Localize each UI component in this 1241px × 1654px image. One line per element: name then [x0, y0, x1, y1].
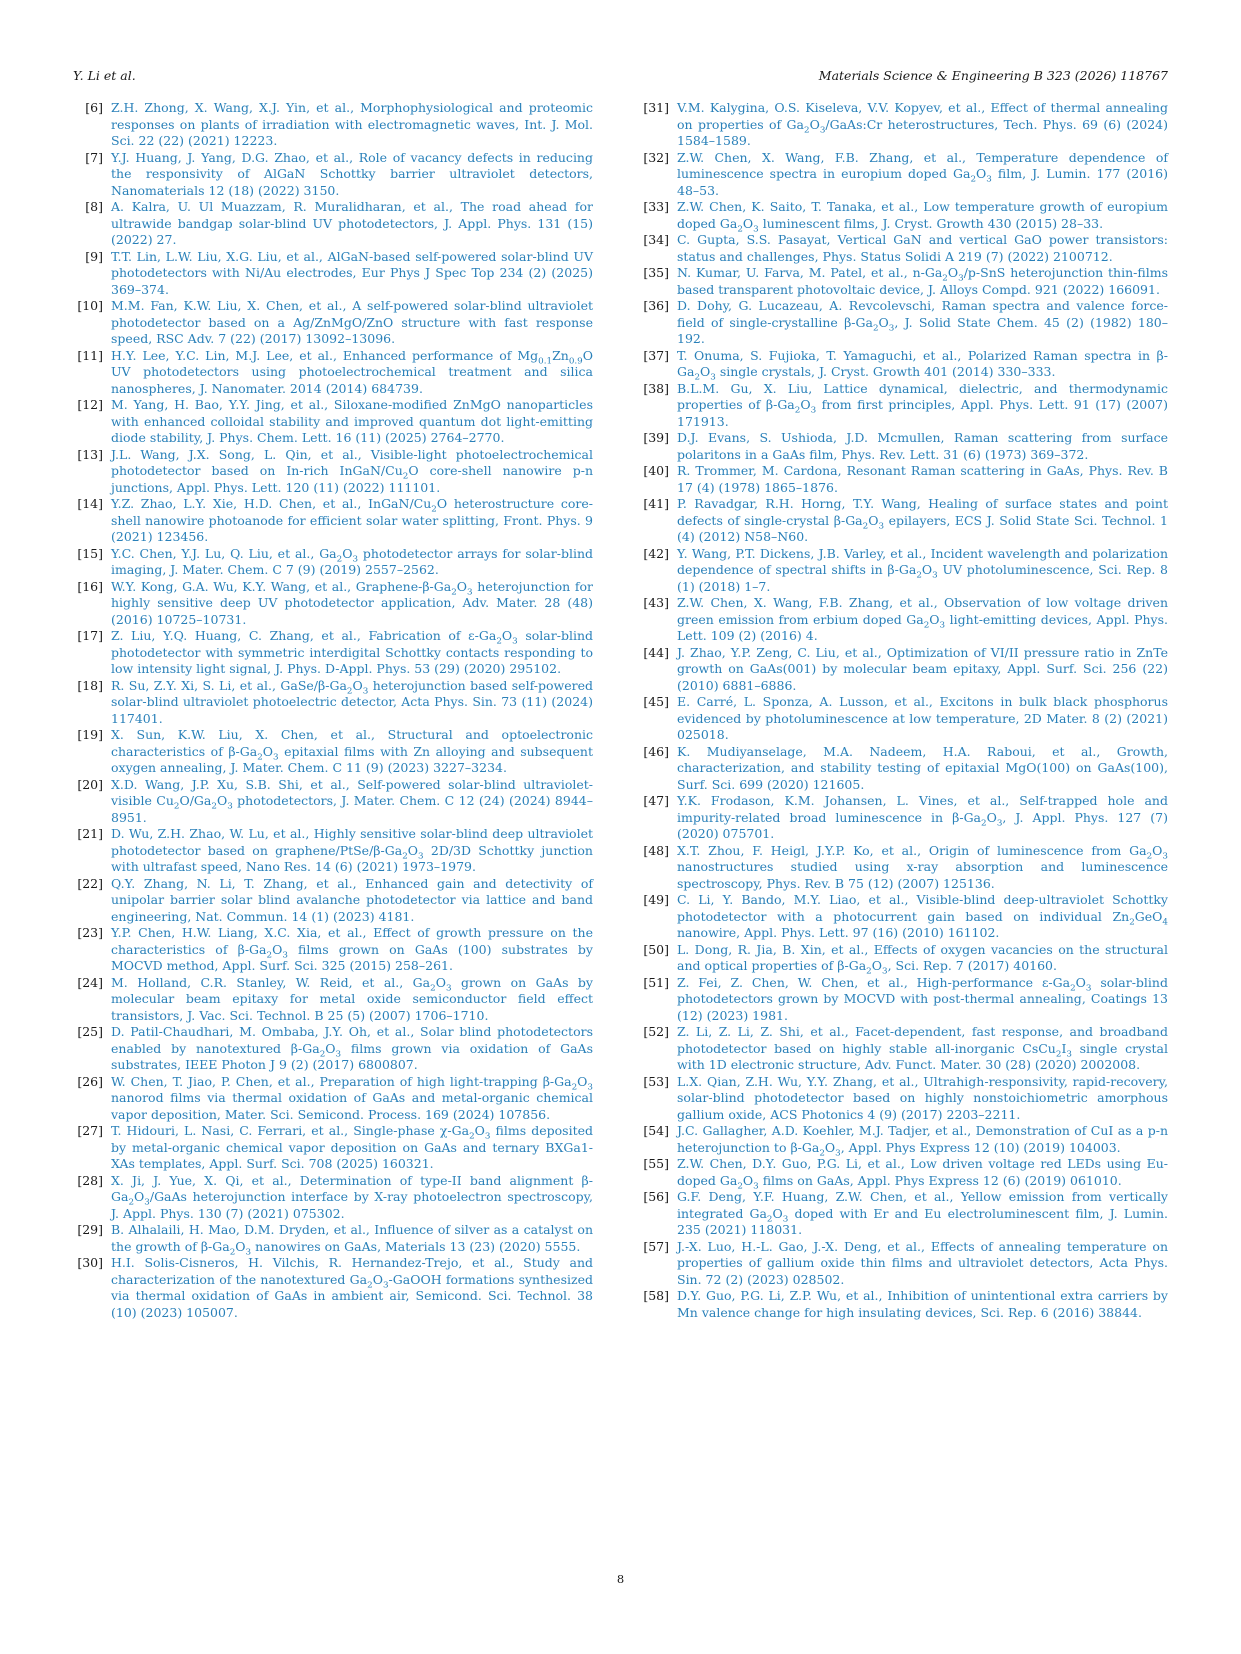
reference-link[interactable]: D. Wu, Z.H. Zhao, W. Lu, et al., Highly sensitive solar-blind deep ultraviolet photodetector based on graphene/$PtSe/\beta-Ga_2O_3$ 2D/3D Schottky junction with ultrafast speed, Nano Res. 14 (6) (2021) 1973–1979.	[111, 826, 593, 874]
reference-link[interactable]: D.Y. Guo, P.G. Li, Z.P. Wu, et al., Inhibition of unintentional extra carriers by Mn valence change for high insulating devices, Sci. Rep. 6 (2016) 38844.	[677, 1288, 1168, 1320]
reference-link[interactable]: R. Su, Z.Y. Xi, S. Li, et al., GaSe/$\beta-Ga_2O_3$ heterojunction based self-powered solar-blind ultraviolet photoelectric detector, Acta Phys. Sin. 73 (11) (2024) 117401.	[111, 677, 593, 726]
reference-number: [56]	[643, 1189, 669, 1204]
reference-item	[73, 397, 593, 447]
reference-number: [44]	[643, 644, 669, 660]
reference-link[interactable]: R. Trommer, M. Cardona, Resonant Raman scattering in GaAs, Phys. Rev. B 17 (4) (1978) 1865–1876.	[677, 463, 1168, 495]
reference-link[interactable]: Z.W. Chen, D.Y. Guo, P.G. Li, et al., Low driven voltage red LEDs using Eu-doped $Ga_2O_3$ films on GaAs, Appl. Phys Express 12 (6) (2019) 061010.	[677, 1156, 1168, 1191]
reference-link[interactable]: D.J. Evans, S. Ushioda, J.D. Mcmullen, Raman scattering from surface polaritons in a GaAs film, Phys. Rev. Lett. 31 (6) (1973) 369–372.	[677, 430, 1168, 462]
reference-number: [29]	[77, 1222, 103, 1237]
reference-number: [33]	[643, 199, 669, 214]
reference-number: [32]	[643, 149, 669, 165]
reference-link[interactable]: M. Holland, C.R. Stanley, W. Reid, et al., $Ga_2O_3$ grown on GaAs by molecular beam epitaxy for metal oxide semiconductor field effect transistors, J. Vac. Sci. Technol. B 25 (5) (2007) 1706–1710.	[111, 974, 593, 1023]
reference-link[interactable]: V.M. Kalygina, O.S. Kiseleva, V.V. Kopyev, et al., Effect of thermal annealing on properties of $Ga_2O_3/GaAs:Cr$ heterostructures, Tech. Phys. 69 (6) (2024) 1584–1589.	[677, 100, 1168, 148]
reference-item	[73, 496, 593, 546]
reference-item	[73, 546, 593, 579]
running-head	[73, 68, 1168, 83]
reference-link[interactable]: Y. Wang, P.T. Dickens, J.B. Varley, et al., Incident wavelength and polarization dependence of spectral shifts in $\beta-Ga_2O_3$ UV photoluminescence, Sci. Rep. 8 (1) (2018) 1–7.	[677, 545, 1168, 594]
reference-item	[73, 1074, 593, 1124]
reference-link[interactable]: Z.W. Chen, X. Wang, F.B. Zhang, et al., Observation of low voltage driven green emission from erbium doped $Ga_2O_3$ light-emitting devices, Appl. Phys. Lett. 109 (2) (2016) 4.	[677, 595, 1168, 643]
reference-item	[73, 727, 593, 777]
reference-item	[639, 546, 1168, 596]
references-section	[73, 100, 1168, 1321]
reference-link[interactable]: T. Hidouri, L. Nasi, C. Ferrari, et al., Single-phase $\chi-Ga_2O_3$ films deposited by metal-organic chemical vapor deposition on GaAs and ternary BXGa1-XAs templates, Appl. Surf. Sci. 708 (2025) 160321.	[111, 1123, 594, 1171]
reference-link[interactable]: Y.K. Frodason, K.M. Johansen, L. Vines, et al., Self-trapped hole and impurity-related broad luminescence in $\beta-Ga_2O_3$, J. Appl. Phys. 127 (7) (2020) 075701.	[677, 793, 1168, 841]
references-right-column	[639, 100, 1168, 1321]
reference-link[interactable]: D. Patil-Chaudhari, M. Ombaba, J.Y. Oh, et al., Solar blind photodetectors enabled by nanotextured $\beta-Ga_2O_3$ films grown via oxidation of GaAs substrates, IEEE Photon J 9 (2) (2017) 6800807.	[111, 1024, 593, 1072]
reference-number: [49]	[643, 892, 669, 907]
running-head-journal: Materials Science & Engineering B 323 (2026) 118767	[818, 68, 1168, 83]
reference-item	[73, 100, 593, 150]
reference-number: [36]	[643, 298, 669, 313]
reference-item	[73, 199, 593, 249]
reference-item	[73, 876, 593, 926]
reference-link[interactable]: J. Zhao, Y.P. Zeng, C. Liu, et al., Optimization of VI/II pressure ratio in ZnTe growth on GaAs(001) by molecular beam epitaxy, Appl. Surf. Sci. 256 (22) (2010) 6881–6886.	[677, 644, 1168, 693]
reference-number: [45]	[643, 694, 669, 709]
reference-item	[639, 100, 1168, 150]
reference-link[interactable]: Z. Li, Z. Li, Z. Shi, et al., Facet-dependent, fast response, and broadband photodetector based on highly stable all-inorganic $CsCu_2I_3$ single crystal with 1D electronic structure, Adv. Funct. Mater. 30 (28) (2020) 2002008.	[677, 1024, 1169, 1072]
reference-link[interactable]: J.C. Gallagher, A.D. Koehler, M.J. Tadjer, et al., Demonstration of CuI as a p-n heterojunction to $\beta-Ga_2O_3$, Appl. Phys Express 12 (10) (2019) 104003.	[677, 1123, 1168, 1158]
reference-number: [19]	[77, 727, 103, 742]
reference-number: [31]	[643, 100, 669, 115]
reference-link[interactable]: M. Yang, H. Bao, Y.Y. Jing, et al., Siloxane-modified ZnMgO nanoparticles with enhanced colloidal stability and improved quantum dot light-emitting diode stability, J. Phys. Chem. Lett. 16 (11) (2025) 2764–2770.	[111, 397, 593, 445]
reference-number: [13]	[77, 446, 103, 462]
reference-link[interactable]: Z.H. Zhong, X. Wang, X.J. Yin, et al., Morphophysiological and proteomic responses on plants of irradiation with electromagnetic waves, Int. J. Mol. Sci. 22 (22) (2021) 12223.	[111, 100, 593, 148]
reference-number: [16]	[77, 578, 103, 594]
reference-link[interactable]: Z. Liu, Y.Q. Huang, C. Zhang, et al., Fabrication of $\varepsilon-Ga_2O_3$ solar-blind photodetector with symmetric interdigital Schottky contacts responding to low intensity light signal, J. Phys. D-Appl. Phys. 53 (29) (2020) 295102.	[111, 628, 593, 676]
reference-link[interactable]: H.I. Solis-Cisneros, H. Vilchis, R. Hernandez-Trejo, et al., Study and characterization of the nanotextured $Ga_2O_3$-GaOOH formations synthesized via thermal oxidation of GaAs in ambient air, Semicond. Sci. Technol. 38 (10) (2023) 105007.	[111, 1255, 593, 1320]
reference-link[interactable]: L. Dong, R. Jia, B. Xin, et al., Effects of oxygen vacancies on the structural and optical properties of $\beta-Ga_2O_3$, Sci. Rep. 7 (2017) 40160.	[677, 941, 1168, 977]
reference-link[interactable]: X.T. Zhou, F. Heigl, J.Y.P. Ko, et al., Origin of luminescence from $Ga_2O_3$ nanostructures studied using x-ray absorption and luminescence spectroscopy, Phys. Rev. B 75 (12) (2007) 125136.	[677, 842, 1168, 891]
reference-item	[73, 678, 593, 728]
reference-item	[639, 1123, 1168, 1156]
reference-item	[639, 744, 1168, 794]
reference-number: [14]	[77, 496, 103, 511]
reference-number: [52]	[643, 1024, 669, 1039]
reference-link[interactable]: Y.J. Huang, J. Yang, D.G. Zhao, et al., Role of vacancy defects in reducing the responsivity of AlGaN Schottky barrier ultraviolet detectors, Nanomaterials 12 (18) (2022) 3150.	[111, 149, 593, 198]
page-footer	[0, 1572, 1241, 1586]
reference-link[interactable]: Y.P. Chen, H.W. Liang, X.C. Xia, et al., Effect of growth pressure on the characteristics of $\beta-Ga_2O_3$ films grown on GaAs (100) substrates by MOCVD method, Appl. Surf. Sci. 325 (2015) 258–261.	[111, 925, 593, 973]
reference-item	[73, 826, 593, 876]
reference-item	[639, 892, 1168, 942]
reference-link[interactable]: X. Ji, J. Yue, X. Qi, et al., Determination of type-II band alignment $\beta-Ga_2O_3$/GaAs heterojunction interface by X-ray photoelectron spectroscopy, J. Appl. Phys. 130 (7) (2021) 075302.	[111, 1172, 593, 1221]
reference-link[interactable]: J.-X. Luo, H.-L. Gao, J.-X. Deng, et al., Effects of annealing temperature on properties of gallium oxide thin films and ultraviolet detectors, Acta Phys. Sin. 72 (2) (2023) 028502.	[677, 1238, 1168, 1287]
reference-number: [11]	[77, 347, 103, 363]
reference-number: [38]	[643, 380, 669, 396]
reference-number: [50]	[643, 941, 669, 957]
reference-item	[639, 793, 1168, 843]
reference-number: [27]	[77, 1123, 103, 1138]
reference-item	[639, 975, 1168, 1025]
reference-item	[639, 430, 1168, 463]
reference-item	[73, 1123, 593, 1173]
reference-link[interactable]: X. Sun, K.W. Liu, X. Chen, et al., Structural and optoelectronic characteristics of $\beta-Ga_2O_3$ epitaxial films with Zn alloying and subsequent oxygen annealing, J. Mater. Chem. C 11 (9) (2023) 3227–3234.	[111, 727, 593, 775]
reference-number: [26]	[77, 1073, 103, 1089]
reference-link[interactable]: M.M. Fan, K.W. Liu, X. Chen, et al., A self-powered solar-blind ultraviolet photodetector based on a Ag/ZnMgO/ZnO structure with fast response speed, RSC Adv. 7 (22) (2017) 13092–13096.	[111, 298, 593, 346]
reference-number: [8]	[85, 199, 103, 214]
reference-number: [30]	[77, 1255, 103, 1270]
reference-number: [46]	[643, 743, 669, 759]
reference-number: [48]	[643, 842, 669, 858]
reference-link[interactable]: W.Y. Kong, G.A. Wu, K.Y. Wang, et al., Graphene-$\beta-Ga_2O_3$ heterojunction for highly sensitive deep UV photodetector application, Adv. Mater. 28 (48) (2016) 10725–10731.	[111, 578, 593, 627]
reference-item	[73, 1024, 593, 1074]
reference-number: [42]	[643, 545, 669, 561]
references-left-column	[73, 100, 593, 1321]
reference-link[interactable]: N. Kumar, U. Farva, M. Patel, et al., $n-Ga_2O_3/p$-SnS heterojunction thin-films based transparent photovoltaic device, J. Alloys Compd. 921 (2022) 166091.	[677, 265, 1168, 297]
reference-number: [17]	[77, 628, 103, 643]
reference-number: [15]	[77, 545, 103, 561]
reference-link[interactable]: P. Ravadgar, R.H. Horng, T.Y. Wang, Healing of surface states and point defects of single-crystal $\beta-Ga_2O_3$ epilayers, ECS J. Solid State Sci. Technol. 1 (4) (2012) N58–N60.	[677, 496, 1168, 544]
reference-number: [21]	[77, 826, 103, 841]
reference-number: [58]	[643, 1288, 669, 1303]
reference-item	[73, 249, 593, 299]
reference-link[interactable]: Z.W. Chen, X. Wang, F.B. Zhang, et al., Temperature dependence of luminescence spectra in europium doped $Ga_2O_3$ film, J. Lumin. 177 (2016) 48–53.	[677, 149, 1168, 198]
reference-item	[639, 942, 1168, 975]
running-head-author: Y. Li et al.	[73, 68, 136, 83]
reference-number: [40]	[643, 463, 669, 478]
reference-number: [6]	[85, 100, 103, 115]
reference-link[interactable]: C. Gupta, S.S. Pasayat, Vertical GaN and vertical GaO power transistors: status and challenges, Phys. Status Solidi A 219 (7) (2022) 2100712.	[677, 232, 1168, 264]
reference-link[interactable]: L.X. Qian, Z.H. Wu, Y.Y. Zhang, et al., Ultrahigh-responsivity, rapid-recovery, solar-blind photodetector based on highly nonstoichiometric amorphous gallium oxide, ACS Photonics 4 (9) (2017) 2203–2211.	[677, 1073, 1168, 1122]
reference-link[interactable]: Q.Y. Zhang, N. Li, T. Zhang, et al., Enhanced gain and detectivity of unipolar barrier solar blind avalanche photodetector via lattice and band engineering, Nat. Commun. 14 (1) (2023) 4181.	[111, 875, 593, 924]
reference-item	[73, 925, 593, 975]
reference-number: [57]	[643, 1238, 669, 1254]
reference-number: [25]	[77, 1024, 103, 1039]
reference-number: [10]	[77, 298, 103, 313]
reference-link[interactable]: Z.W. Chen, K. Saito, T. Tanaka, et al., Low temperature growth of europium doped $Ga_2O_3$ luminescent films, J. Cryst. Growth 430 (2015) 28–33.	[677, 199, 1168, 234]
reference-item	[639, 381, 1168, 431]
reference-item	[639, 1189, 1168, 1239]
reference-number: [22]	[77, 875, 103, 891]
reference-number: [35]	[643, 265, 669, 280]
reference-link[interactable]: C. Li, Y. Bando, M.Y. Liao, et al., Visible-blind deep-ultraviolet Schottky photodetector with a photocurrent gain based on individual $Zn_2GeO_4$ nanowire, Appl. Phys. Lett. 97 (16) (2010) 161102.	[677, 892, 1168, 940]
reference-number: [7]	[85, 149, 103, 165]
reference-link[interactable]: W. Chen, T. Jiao, P. Chen, et al., Preparation of high light-trapping $\beta-Ga_2O_3$ nanorod films via thermal oxidation of GaAs and metal-organic chemical vapor deposition, Mater. Sci. Semicond. Process. 169 (2024) 107856.	[111, 1073, 593, 1122]
reference-item	[639, 150, 1168, 200]
reference-link[interactable]: X.D. Wang, J.P. Xu, S.B. Shi, et al., Self-powered solar-blind ultraviolet-visible $Cu_2O/Ga_2O_3$ photodetectors, J. Mater. Chem. C 12 (24) (2024) 8944–8951.	[111, 776, 593, 825]
reference-link[interactable]: B. Alhalaili, H. Mao, D.M. Dryden, et al., Influence of silver as a catalyst on the growth of $\beta-Ga_2O_3$ nanowires on GaAs, Materials 13 (23) (2020) 5555.	[111, 1222, 593, 1257]
reference-item	[73, 150, 593, 200]
reference-item	[639, 348, 1168, 381]
reference-link[interactable]: K. Mudiyanselage, M.A. Nadeem, H.A. Raboui, et al., Growth, characterization, and stability testing of epitaxial MgO(100) on GaAs(100), Surf. Sci. 699 (2020) 121605.	[677, 743, 1168, 792]
reference-link[interactable]: Y.C. Chen, Y.J. Lu, Q. Liu, et al., $Ga_2O_3$ photodetector arrays for solar-blind imaging, J. Mater. Chem. C 7 (9) (2019) 2557–2562.	[111, 545, 593, 577]
reference-number: [12]	[77, 397, 103, 412]
reference-item	[639, 496, 1168, 546]
reference-number: [23]	[77, 925, 103, 940]
reference-number: [39]	[643, 430, 669, 445]
reference-number: [54]	[643, 1123, 669, 1138]
reference-item	[73, 1173, 593, 1223]
reference-number: [9]	[85, 248, 103, 264]
reference-link[interactable]: D. Dohy, G. Lucazeau, A. Revcolevschi, Raman spectra and valence force-field of single-crystalline $\beta-Ga_2O_3$, J. Solid State Chem. 45 (2) (1982) 180–192.	[677, 298, 1168, 346]
reference-link[interactable]: H.Y. Lee, Y.C. Lin, M.J. Lee, et al., Enhanced performance of $Mg_{0.1}Zn_{0.9}O$ UV photodetectors using photoelectrochemical treatment and silica nanospheres, J. Nanomater. 2014 (2014) 684739.	[111, 347, 593, 396]
reference-link[interactable]: T. Onuma, S. Fujioka, T. Yamaguchi, et al., Polarized Raman spectra in $\beta-Ga_2O_3$ single crystals, J. Cryst. Growth 401 (2014) 330–333.	[677, 347, 1168, 383]
reference-link[interactable]: J.L. Wang, J.X. Song, L. Qin, et al., Visible-light photoelectrochemical photodetector based on In-rich InGaN/$Cu_2O$ core-shell nanowire p-n junctions, Appl. Phys. Lett. 120 (11) (2022) 111101.	[111, 446, 594, 495]
reference-link[interactable]: Z. Fei, Z. Chen, W. Chen, et al., High-performance $\varepsilon-Ga_2O_3$ solar-blind photodetectors grown by MOCVD with post-thermal annealing, Coatings 13 (12) (2023) 1981.	[677, 974, 1168, 1023]
reference-item	[639, 843, 1168, 893]
reference-number: [20]	[77, 776, 103, 792]
reference-item	[639, 1156, 1168, 1189]
reference-link[interactable]: A. Kalra, U. Ul Muazzam, R. Muralidharan, et al., The road ahead for ultrawide bandgap solar-blind UV photodetectors, J. Appl. Phys. 131 (15) (2022) 27.	[111, 199, 593, 247]
reference-link[interactable]: T.T. Lin, L.W. Liu, X.G. Liu, et al., AlGaN-based self-powered solar-blind UV photodetectors with Ni/Au electrodes, Eur Phys J Spec Top 234 (2) (2025) 369–374.	[111, 248, 593, 297]
reference-item	[73, 777, 593, 827]
reference-item	[73, 298, 593, 348]
reference-item	[639, 1288, 1168, 1321]
reference-item	[639, 694, 1168, 744]
reference-item	[73, 628, 593, 678]
reference-item	[639, 232, 1168, 265]
reference-number: [55]	[643, 1156, 669, 1171]
reference-number: [37]	[643, 347, 669, 363]
reference-link[interactable]: B.L.M. Gu, X. Liu, Lattice dynamical, dielectric, and thermodynamic properties of $\beta-Ga_2O_3$ from first principles, Appl. Phys. Lett. 91 (17) (2007) 171913.	[677, 380, 1169, 429]
reference-item	[73, 1255, 593, 1321]
reference-number: [41]	[643, 496, 669, 511]
reference-item	[73, 447, 593, 497]
reference-link[interactable]: Y.Z. Zhao, L.Y. Xie, H.D. Chen, et al., InGaN/$Cu_2O$ heterostructure core-shell nanowire photoanode for efficient solar water splitting, Front. Phys. 9 (2021) 123456.	[111, 496, 593, 544]
reference-number: [51]	[643, 974, 669, 990]
reference-item	[639, 1024, 1168, 1074]
reference-link[interactable]: E. Carré, L. Sponza, A. Lusson, et al., Excitons in bulk black phosphorus evidenced by photoluminescence at low temperature, 2D Mater. 8 (2) (2021) 025018.	[677, 694, 1168, 742]
reference-item	[639, 199, 1168, 232]
reference-item	[639, 645, 1168, 695]
reference-number: [53]	[643, 1073, 669, 1089]
reference-item	[73, 348, 593, 398]
reference-item	[73, 1222, 593, 1255]
page-number: 8	[616, 1572, 625, 1586]
reference-item	[639, 1239, 1168, 1289]
reference-number: [43]	[643, 595, 669, 610]
reference-item	[73, 975, 593, 1025]
reference-item	[639, 265, 1168, 298]
reference-item	[639, 463, 1168, 496]
reference-number: [28]	[77, 1172, 103, 1188]
reference-item	[639, 298, 1168, 348]
reference-item	[73, 579, 593, 629]
reference-number: [18]	[77, 677, 103, 693]
reference-number: [34]	[643, 232, 669, 247]
reference-item	[639, 595, 1168, 645]
reference-link[interactable]: G.F. Deng, Y.F. Huang, Z.W. Chen, et al., Yellow emission from vertically integrated $Ga_2O_3$ doped with Er and Eu electroluminescent film, J. Lumin. 235 (2021) 118031.	[677, 1189, 1168, 1237]
reference-item	[639, 1074, 1168, 1124]
reference-number: [47]	[643, 793, 669, 808]
reference-number: [24]	[77, 974, 103, 990]
